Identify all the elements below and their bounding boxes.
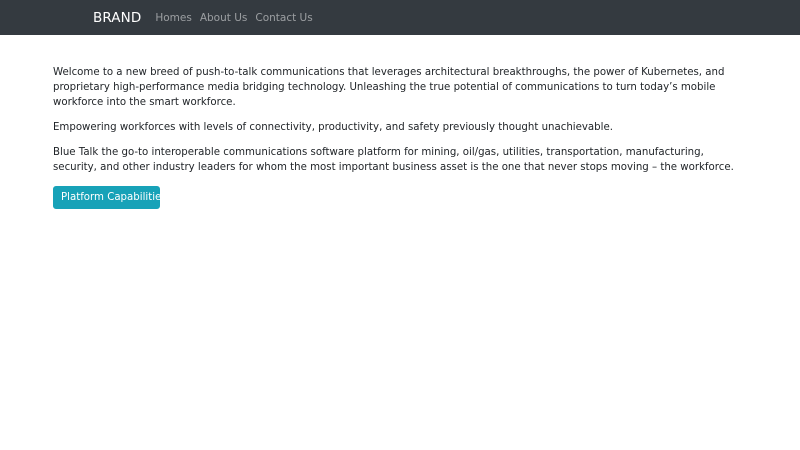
top-navbar	[0, 0, 800, 35]
nav-link-about-us[interactable]: About Us	[199, 11, 248, 24]
brand-link[interactable]: BRAND	[93, 9, 142, 26]
main-content	[0, 35, 800, 209]
blue-talk-paragraph: Blue Talk the go-to interoperable communications software platform for mining, oil/gas, utilities, transportation, manufacturing, security, and other industry leaders for whom the most important business asset is the one that never stops moving – the workforce.	[53, 147, 734, 173]
nav-link-contact-us[interactable]: Contact Us	[255, 11, 313, 24]
intro-paragraph: Welcome to a new breed of push-to-talk communications that leverages architectural breakthroughs, the power of Kubernetes, and proprietary high-performance media bridging technology. Unleashing the true potential of communications to turn today’s mobile workforce into the smart workforce.	[53, 67, 725, 108]
empowering-paragraph: Empowering workforces with levels of connectivity, productivity, and safety previously thought unachievable.	[53, 122, 613, 133]
nav-link-homes[interactable]: Homes	[155, 11, 192, 24]
platform-capabilities-button[interactable]: Platform Capabilities	[53, 186, 160, 209]
